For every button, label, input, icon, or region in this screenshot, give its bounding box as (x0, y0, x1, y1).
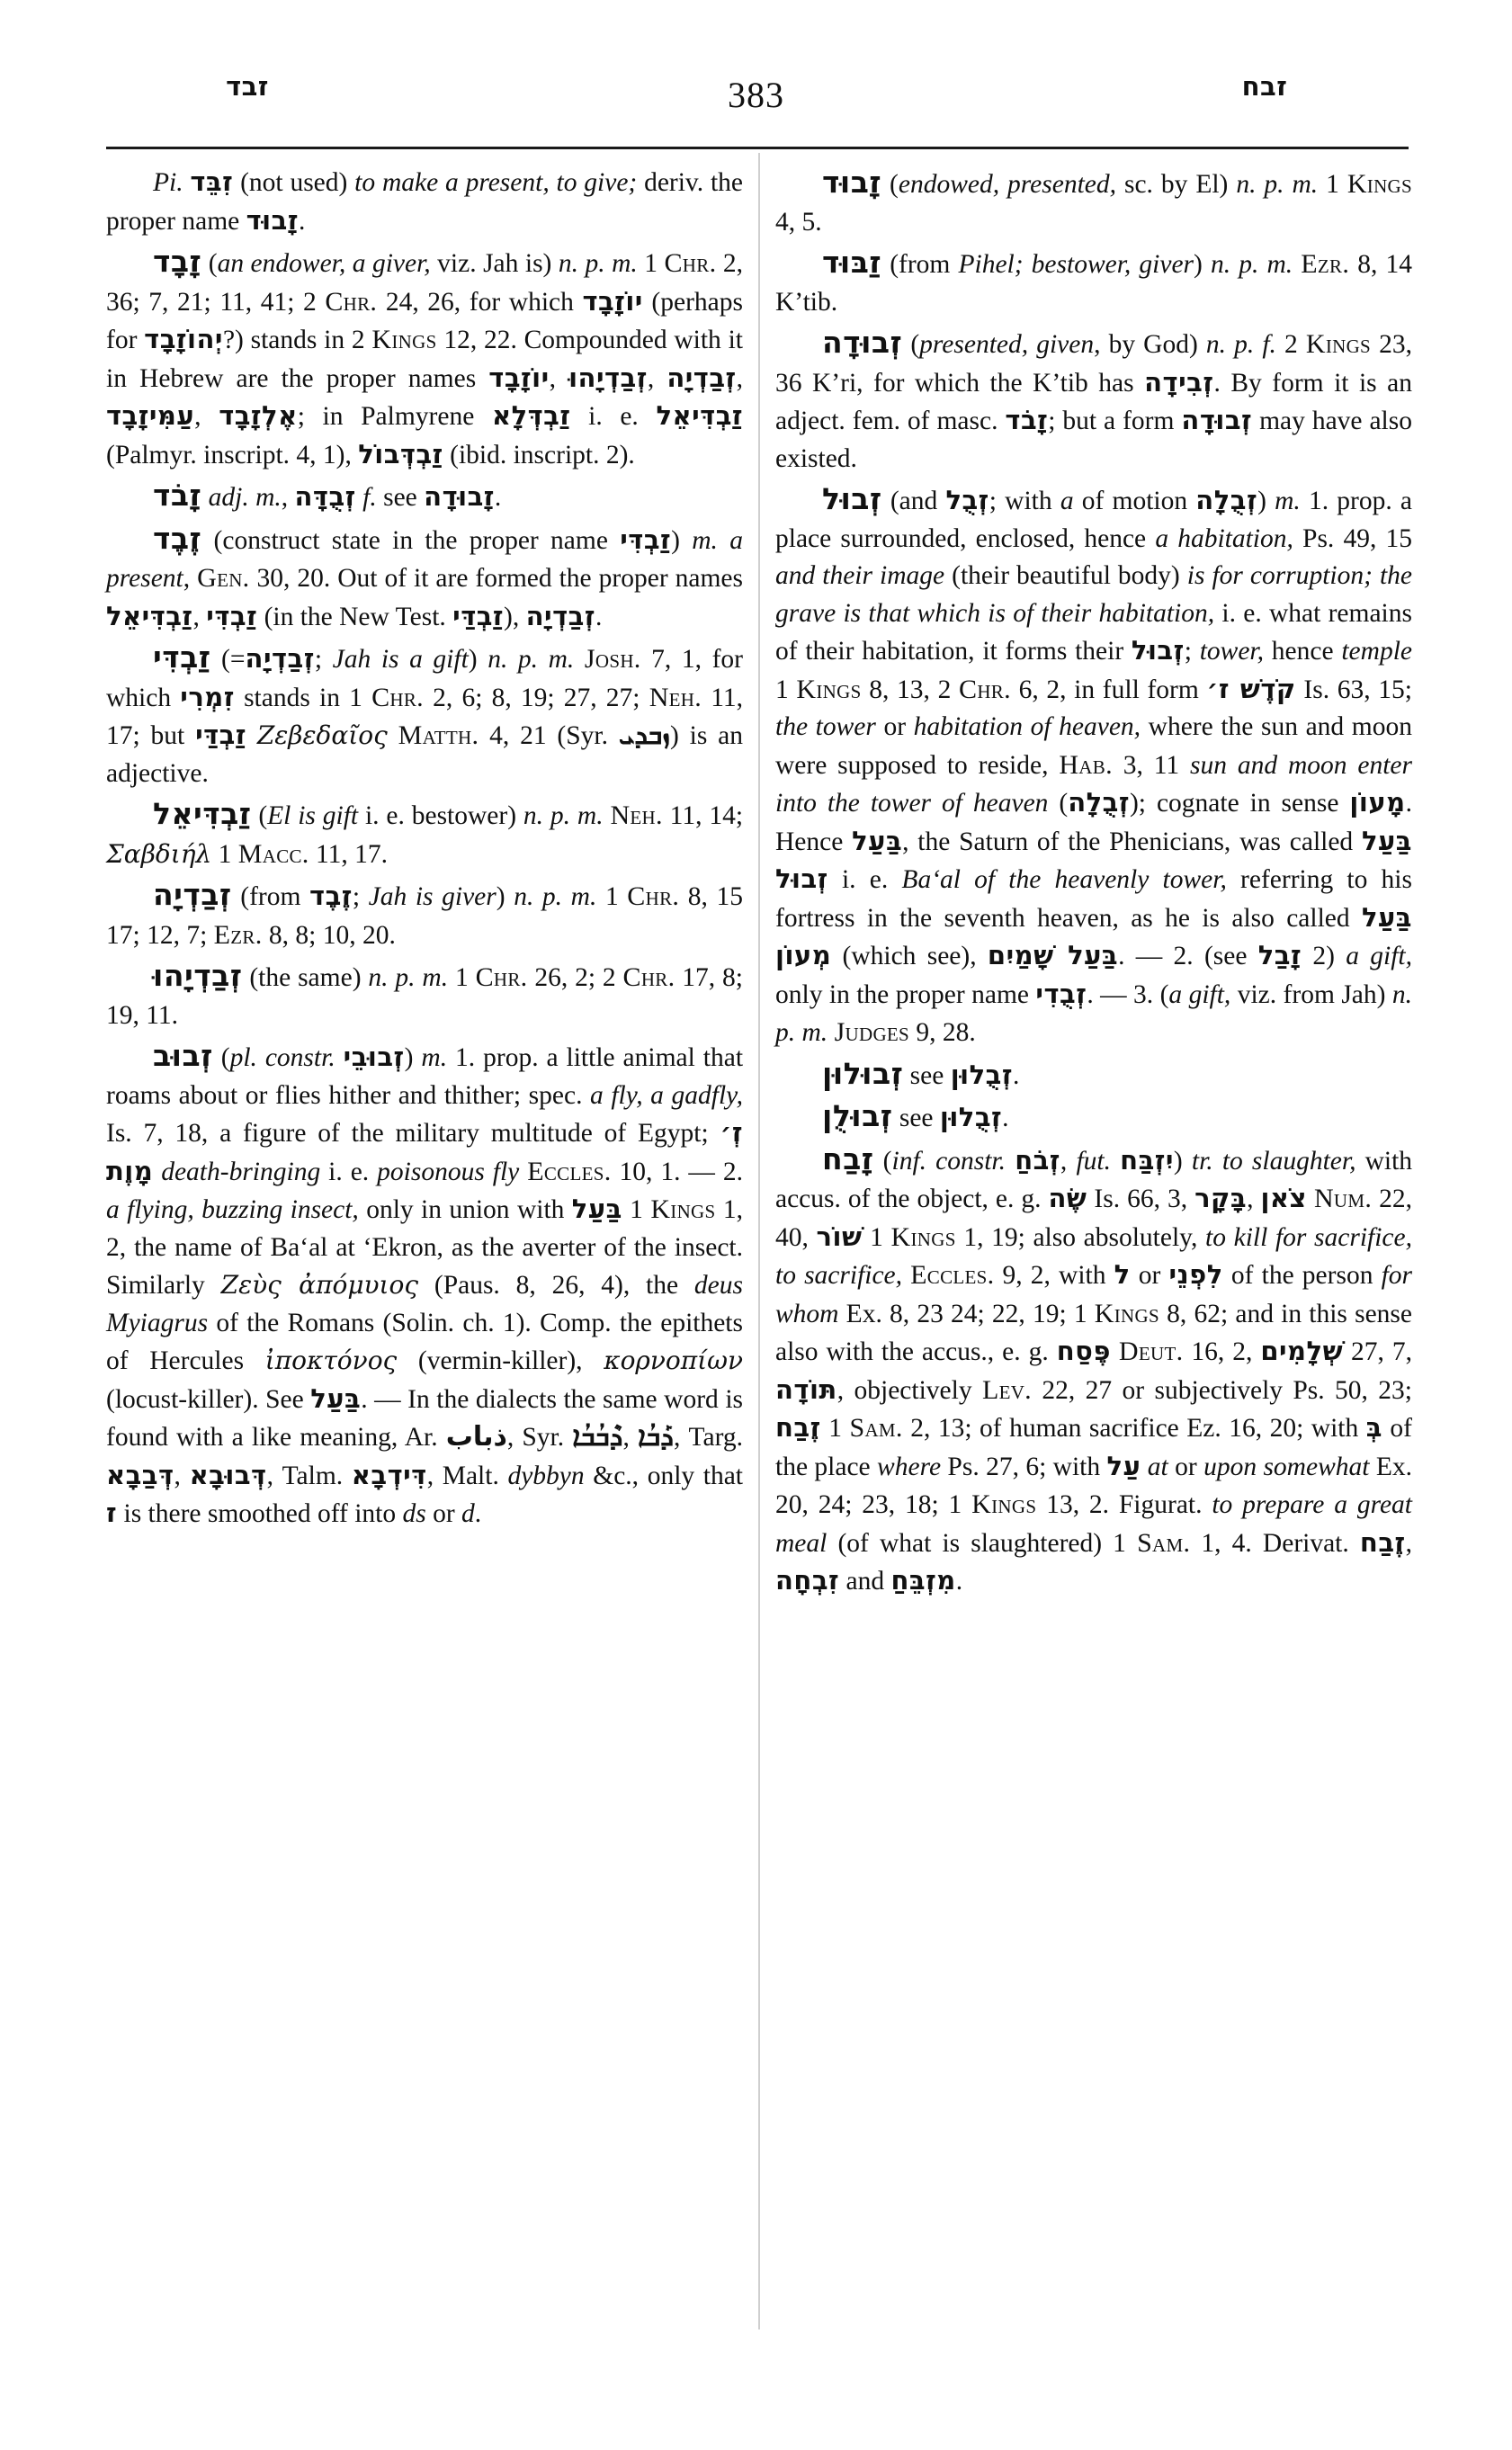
dictionary-entry: זְבוּלוּן see זְבֻלוּן. (822, 1055, 1020, 1091)
dictionary-entry: זְבַדְיָה (from זֶבֶד; Jah is giver) n. p. m. 1 Chr. 8, 15 17; 12, 7; Ezr. 8, 8; 10, 20. (106, 877, 744, 950)
column-left (106, 164, 743, 1601)
dictionary-entry: זְבוּדָה (presented, given, by God) n. p. f. 2 Kings 23, 36 K’ri, for which the K’tib has זְבִידָה. By form it is an adject. fem. of masc. זָבֹד; but a form זְבוּדָה may have also existed. (775, 325, 1412, 473)
page-number: 383 (728, 75, 784, 115)
dictionary-entry: זָבָד (an endower, a giver, viz. Jah is) n. p. m. 1 Chr. 2, 36; 7, 21; 11, 41; 2 Chr. 24, 26, for which יוֹזָבָד (perhaps for יְהוֹזָבָד?) stands in 2 Kings 12, 22. Compounded with it in Hebrew are the proper names יוֹזָבָד, זְבַדְיָהוּ, זְבַדְיָה, עַמִּיזָבָד, אֶלְזָבָד; in Palmyrene זַבְדְּלָא i. e. זַבְדִּיאֵל (Palmyr. inscript. 4, 1), זַבְדְּבוֹל (ibid. inscript. 2). (106, 244, 744, 469)
dictionary-entry: Pi. זִבֵּד (not used) to make a present, to give; deriv. the proper name זָבוּד. (106, 166, 744, 236)
dictionary-entry: זָבַח (inf. constr. זְבֹחַ, fut. יִזְבַּח) tr. to slaughter, with accus. of the object, e. g. שֶׂה Is. 66, 3, בָּקָר, צֹאן Num. 22, 40, שׁוֹר 1 Kings 1, 19; also absolutely, to kill for sacrifice, to sacrifice, Eccles. 9, 2, with ל or לִפְנֵי of the person for whom Ex. 8, 23 24; 22, 19; 1 Kings 8, 62; and in this sense also with the accus., e. g. פֶּסַח Deut. 16, 2, שְׁלָמִים 27, 7, תּוֹדָה, objectively Lev. 22, 27 or subjectively Ps. 50, 23; זֶבַח 1 Sam. 2, 13; of human sacrifice Ez. 16, 20; with בְּ of the place where Ps. 27, 6; with עַל at or upon somewhat Ex. 20, 24; 23, 18; 1 Kings 13, 2. Figurat. to prepare a great meal (of what is slaughtered) 1 Sam. 1, 4. Derivat. זֶבַח, זִבְחָה and מִזְבֵּחַ. (775, 1140, 1413, 1596)
dictionary-entry: זַבְדִּי (=זְבַדְיָה; Jah is a gift) n. p. m. Josh. 7, 1, for which זִמְרִי stands in 1 Chr. 2, 6; 8, 19; 27, 27; Neh. 11, 17; but זַבְדַּי Ζεβεδαῖος Matth. 4, 21 (Syr. ܙܒܕܝ) is an adjective. (106, 639, 744, 788)
dictionary-entry: זְבוּלֻן see זְבֻלוּן. (822, 1098, 1009, 1133)
running-head-left-lemma: זבד (226, 71, 269, 102)
running-head (99, 71, 1413, 137)
header-rule (106, 147, 1409, 149)
dictionary-entry: זְבַדְיָהוּ (the same) n. p. m. 1 Chr. 26, 2; 2 Chr. 17, 8; 19, 11. (106, 958, 743, 1030)
dictionary-entry: זָבֹד adj. m., זְבֻדָּה f. see זָבוּדָה. (153, 478, 502, 513)
dictionary-entry: זַבְדִּיאֵל (El is gift i. e. bestower) n. p. m. Neh. 11, 14; Σαβδιήλ 1 Macc. 11, 17. (106, 796, 744, 869)
dictionary-entry: זְבוּל (and זְבֻל; with a of motion זְבֻלָה) m. 1. prop. a place surrounded, enclosed, hence a habitation, Ps. 49, 15 and their image (their beautiful body) is for corruption; the grave is that which is of their habitation, i. e. what remains of their habitation, it forms their זְבוּל; tower, hence temple 1 Kings 8, 13, 2 Chr. 6, 2, in full form קֹדֶשׁ ז׳ Is. 63, 15; the tower or habitation of heaven, where the sun and moon were supposed to reside, Hab. 3, 11 sun and moon enter into the tower of heaven (זְבֻלָה); cognate in sense מָעוֹן. Hence בַּעַל, the Saturn of the Phenicians, was called בַּעַל זְבוּל i. e. Baʻal of the heavenly tower, referring to his fortress in the seventh heaven, as he is also called בַּעַל מְעוֹן (which see), בַּעַל שָׁמַיִם. — 2. (see זָבַל 2) a gift, only in the proper name זְבֻדִי. — 3. (a gift, viz. from Jah) n. p. m. Judges 9, 28. (775, 481, 1413, 1047)
dictionary-entry: זְבוּב (pl. constr. זְבוּבֵי) m. 1. prop. a little animal that roams about or flies hither and thither; spec. a fly, a gadfly, Is. 7, 18, a figure of the military multitude of Egypt; זְ׳ מָוֶת death-bringing i. e. poisonous fly Eccles. 10, 1. — 2. a flying, buzzing insect, only in union with בַּעַל 1 Kings 1, 2, the name of Baʻal at ʻEkron, as the averter of the insect. Similarly Ζεὺς ἀπόμυιος (Paus. 8, 26, 4), the deus Myiagrus of the Romans (Solin. ch. 1). Comp. the epithets of Hercules ἰποκτόνος (vermin-killer), κορνοπίων (locust-killer). See בַּעַל. — In the dialects the same word is found with a like meaning, Ar. ذباب, Syr. ܕܶܒܳܒܳܐ, ܕܰܒܳܐ, Targ. דְּבַבָא, דְּבוּבָא, Talm. דִּידְבָא, Malt. dybbyn &c., only that ז is there smoothed off into ds or d. (106, 1038, 744, 1528)
running-head-right-lemma: זבח (1241, 71, 1288, 102)
dictionary-entry: זַבּוּד (from Pihel; bestower, giver) n. p. m. Ezr. 8, 14 K’tib. (775, 245, 1413, 317)
dictionary-entry: זָבוּד (endowed, presented, sc. by El) n. p. m. 1 Kings 4, 5. (775, 165, 1412, 237)
dictionary-entry: זֶבֶד (construct state in the proper name זַבְדִּי) m. a present, Gen. 30, 20. Out of it are formed the proper names זַבְדִּיאֵל, זַבְדִּי (in the New Test. זַבְדַּי), זְבַדְיָה. (106, 520, 743, 631)
text-columns (106, 164, 1412, 1601)
column-right (775, 164, 1412, 1601)
